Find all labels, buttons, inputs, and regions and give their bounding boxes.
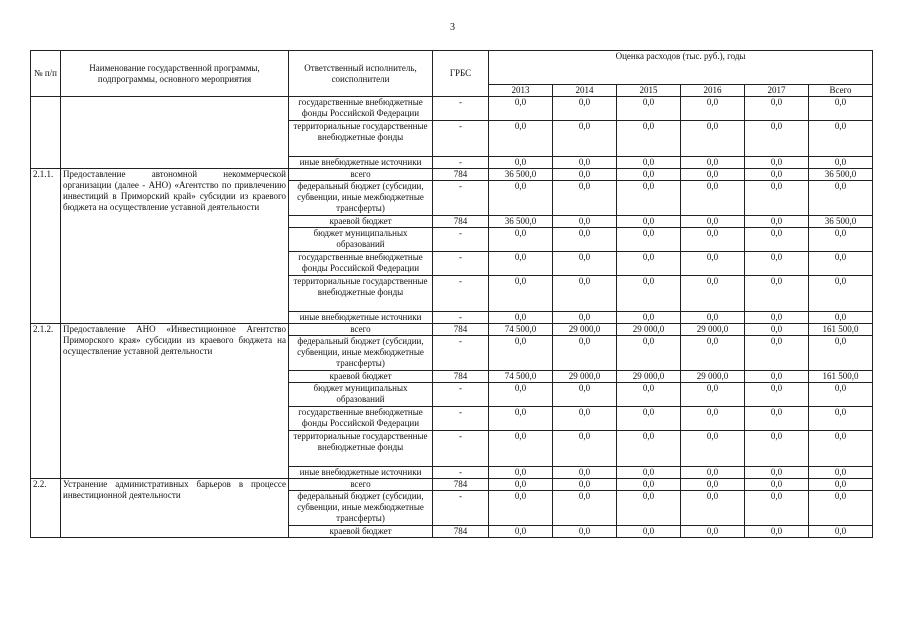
grbs-code: - [433, 121, 489, 157]
expense-value: 0,0 [745, 491, 809, 526]
expense-value: 0,0 [489, 121, 553, 157]
expense-value: 0,0 [489, 407, 553, 431]
expense-value: 0,0 [681, 276, 745, 312]
expense-value: 0,0 [681, 216, 745, 228]
grbs-code: - [433, 252, 489, 276]
funding-source: федеральный бюджет (субсидии, субвенции, иные межбюджетные трансферты) [289, 491, 433, 526]
expense-value: 29 000,0 [553, 371, 617, 383]
funding-source: всего [289, 479, 433, 491]
year-header: 2016 [681, 85, 745, 97]
expense-value: 0,0 [617, 526, 681, 538]
expense-value: 0,0 [553, 407, 617, 431]
expense-value: 0,0 [617, 216, 681, 228]
funding-source: территориальные государственные внебюджетные фонды [289, 431, 433, 467]
expense-value: 0,0 [745, 467, 809, 479]
expense-value: 0,0 [681, 121, 745, 157]
year-header: 2014 [553, 85, 617, 97]
expense-value: 0,0 [745, 97, 809, 121]
expense-value: 0,0 [489, 383, 553, 407]
year-header: 2017 [745, 85, 809, 97]
expense-value: 0,0 [489, 276, 553, 312]
expense-value: 0,0 [553, 228, 617, 252]
expense-value: 0,0 [809, 181, 873, 216]
expense-value: 74 500,0 [489, 324, 553, 336]
expense-value: 0,0 [553, 157, 617, 169]
expense-value: 0,0 [617, 157, 681, 169]
funding-source: бюджет муниципальных образований [289, 228, 433, 252]
expense-value: 0,0 [809, 526, 873, 538]
grbs-code: 784 [433, 216, 489, 228]
expense-value: 0,0 [809, 467, 873, 479]
grbs-code: - [433, 407, 489, 431]
funding-source: краевой бюджет [289, 526, 433, 538]
expense-value: 0,0 [745, 383, 809, 407]
col-header-executor: Ответственный исполнитель, соисполнители [289, 51, 433, 97]
expense-value: 0,0 [745, 276, 809, 312]
funding-source: всего [289, 169, 433, 181]
expense-value: 0,0 [681, 181, 745, 216]
expense-value: 36 500,0 [489, 216, 553, 228]
table-row [31, 169, 873, 181]
expense-value: 0,0 [745, 431, 809, 467]
expense-value: 0,0 [745, 312, 809, 324]
expense-value: 0,0 [681, 228, 745, 252]
expense-value: 29 000,0 [681, 324, 745, 336]
grbs-code: 784 [433, 324, 489, 336]
expense-value: 0,0 [745, 169, 809, 181]
expense-value: 29 000,0 [681, 371, 745, 383]
grbs-code: - [433, 431, 489, 467]
expense-value: 0,0 [745, 121, 809, 157]
expense-value: 0,0 [553, 252, 617, 276]
expense-value: 0,0 [553, 181, 617, 216]
expense-value: 0,0 [553, 431, 617, 467]
expense-value: 0,0 [553, 336, 617, 371]
funding-source: бюджет муниципальных образований [289, 383, 433, 407]
expense-value: 0,0 [681, 491, 745, 526]
expense-value: 0,0 [681, 252, 745, 276]
col-header-estimate: Оценка расходов (тыс. руб.), годы [489, 51, 873, 85]
expense-value: 0,0 [553, 491, 617, 526]
expense-value: 0,0 [617, 467, 681, 479]
expense-value: 0,0 [489, 312, 553, 324]
expense-value: 0,0 [617, 491, 681, 526]
expense-value: 36 500,0 [489, 169, 553, 181]
grbs-code: - [433, 276, 489, 312]
expense-value: 161 500,0 [809, 324, 873, 336]
expense-value: 0,0 [809, 252, 873, 276]
expense-value: 0,0 [809, 276, 873, 312]
expense-value: 0,0 [809, 383, 873, 407]
expense-value: 0,0 [489, 526, 553, 538]
grbs-code: - [433, 491, 489, 526]
table-row [31, 97, 873, 121]
expense-value: 0,0 [489, 479, 553, 491]
expense-value: 0,0 [681, 383, 745, 407]
grbs-code: - [433, 467, 489, 479]
expense-value: 29 000,0 [617, 324, 681, 336]
table-row [31, 479, 873, 491]
row-name-cell [61, 97, 289, 169]
expense-value: 0,0 [617, 97, 681, 121]
expense-value: 0,0 [809, 336, 873, 371]
expense-value: 0,0 [489, 157, 553, 169]
expense-value: 74 500,0 [489, 371, 553, 383]
expense-value: 0,0 [745, 336, 809, 371]
expense-value: 0,0 [617, 181, 681, 216]
funding-source: территориальные государственные внебюджетные фонды [289, 276, 433, 312]
expense-value: 0,0 [809, 407, 873, 431]
expense-value: 0,0 [553, 383, 617, 407]
grbs-code: 784 [433, 479, 489, 491]
col-header-name: Наименование государственной программы, подпрограммы, основного мероприятия [61, 51, 289, 97]
grbs-code: 784 [433, 526, 489, 538]
year-header: 2015 [617, 85, 681, 97]
grbs-code: 784 [433, 371, 489, 383]
expense-value: 0,0 [489, 491, 553, 526]
grbs-code: - [433, 336, 489, 371]
expense-value: 0,0 [489, 97, 553, 121]
expense-value: 0,0 [617, 383, 681, 407]
funding-source: государственные внебюджетные фонды Российской Федерации [289, 252, 433, 276]
expense-table [30, 50, 873, 538]
expense-value: 0,0 [809, 479, 873, 491]
expense-value: 0,0 [617, 252, 681, 276]
grbs-code: - [433, 383, 489, 407]
row-number: 2.1.1. [31, 169, 61, 324]
expense-value: 0,0 [553, 526, 617, 538]
expense-value: 0,0 [809, 228, 873, 252]
expense-value: 0,0 [617, 121, 681, 157]
expense-value: 0,0 [617, 276, 681, 312]
grbs-code: - [433, 228, 489, 252]
grbs-code: 784 [433, 169, 489, 181]
expense-value: 0,0 [681, 431, 745, 467]
expense-value: 0,0 [809, 431, 873, 467]
expense-value: 0,0 [809, 491, 873, 526]
expense-value: 36 500,0 [809, 216, 873, 228]
col-header-grbs: ГРБС [433, 51, 489, 97]
expense-value: 0,0 [681, 407, 745, 431]
year-header: 2013 [489, 85, 553, 97]
funding-source: государственные внебюджетные фонды Российской Федерации [289, 97, 433, 121]
expense-value: 0,0 [617, 336, 681, 371]
expense-value: 0,0 [617, 479, 681, 491]
expense-value: 0,0 [489, 252, 553, 276]
expense-value: 0,0 [617, 431, 681, 467]
funding-source: краевой бюджет [289, 371, 433, 383]
grbs-code: - [433, 312, 489, 324]
expense-value: 0,0 [809, 312, 873, 324]
expense-value: 0,0 [681, 526, 745, 538]
expense-value: 36 500,0 [809, 169, 873, 181]
expense-value: 0,0 [745, 407, 809, 431]
funding-source: иные внебюджетные источники [289, 467, 433, 479]
expense-value: 0,0 [745, 157, 809, 169]
expense-value: 0,0 [745, 181, 809, 216]
expense-value: 0,0 [553, 479, 617, 491]
expense-value: 0,0 [553, 312, 617, 324]
expense-value: 0,0 [553, 216, 617, 228]
row-number: 2.2. [31, 479, 61, 538]
expense-value: 0,0 [617, 169, 681, 181]
expense-value: 0,0 [809, 121, 873, 157]
expense-value: 0,0 [489, 228, 553, 252]
expense-value: 0,0 [617, 312, 681, 324]
expense-value: 0,0 [489, 431, 553, 467]
grbs-code: - [433, 157, 489, 169]
expense-value: 0,0 [553, 276, 617, 312]
expense-value: 0,0 [745, 324, 809, 336]
expense-value: 0,0 [809, 157, 873, 169]
expense-value: 0,0 [681, 97, 745, 121]
expense-value: 0,0 [745, 479, 809, 491]
expense-value: 0,0 [553, 169, 617, 181]
funding-source: иные внебюджетные источники [289, 312, 433, 324]
expense-value: 0,0 [745, 228, 809, 252]
expense-value: 29 000,0 [617, 371, 681, 383]
table-row [31, 324, 873, 336]
activity-name: Предоставление АНО «Инвестиционное Агентство Приморского края» субсидии из краевого бюджета на осуществление уставной деятельности [61, 324, 289, 479]
funding-source: территориальные государственные внебюджетные фонды [289, 121, 433, 157]
funding-source: краевой бюджет [289, 216, 433, 228]
expense-value: 0,0 [489, 336, 553, 371]
expense-value: 0,0 [681, 467, 745, 479]
expense-value: 0,0 [681, 479, 745, 491]
funding-source: иные внебюджетные источники [289, 157, 433, 169]
activity-name: Предоставление автономной некоммерческой организации (далее - АНО) «Агентство по привлечению инвестиций в Приморский край» субсидии из краевого бюджета на осуществление уставной деятельности [61, 169, 289, 324]
expense-value: 161 500,0 [809, 371, 873, 383]
row-number-cell [31, 97, 61, 169]
expense-value: 0,0 [745, 252, 809, 276]
expense-value: 0,0 [745, 216, 809, 228]
expense-value: 0,0 [553, 121, 617, 157]
expense-value: 0,0 [745, 371, 809, 383]
funding-source: всего [289, 324, 433, 336]
funding-source: федеральный бюджет (субсидии, субвенции, иные межбюджетные трансферты) [289, 336, 433, 371]
expense-value: 0,0 [809, 97, 873, 121]
expense-value: 0,0 [553, 97, 617, 121]
expense-value: 0,0 [489, 467, 553, 479]
grbs-code: - [433, 181, 489, 216]
expense-value: 0,0 [617, 407, 681, 431]
year-header: Всего [809, 85, 873, 97]
col-header-num: № п/п [31, 51, 61, 97]
expense-value: 29 000,0 [553, 324, 617, 336]
page-number: 3 [450, 22, 455, 33]
activity-name: Устранение административных барьеров в процессе инвестиционной деятельности [61, 479, 289, 538]
funding-source: государственные внебюджетные фонды Российской Федерации [289, 407, 433, 431]
row-number: 2.1.2. [31, 324, 61, 479]
expense-value: 0,0 [553, 467, 617, 479]
expense-value: 0,0 [489, 181, 553, 216]
expense-value: 0,0 [745, 526, 809, 538]
expense-value: 0,0 [681, 312, 745, 324]
expense-value: 0,0 [681, 157, 745, 169]
grbs-code: - [433, 97, 489, 121]
funding-source: федеральный бюджет (субсидии, субвенции, иные межбюджетные трансферты) [289, 181, 433, 216]
expense-value: 0,0 [617, 228, 681, 252]
expense-value: 0,0 [681, 336, 745, 371]
expense-value: 0,0 [681, 169, 745, 181]
